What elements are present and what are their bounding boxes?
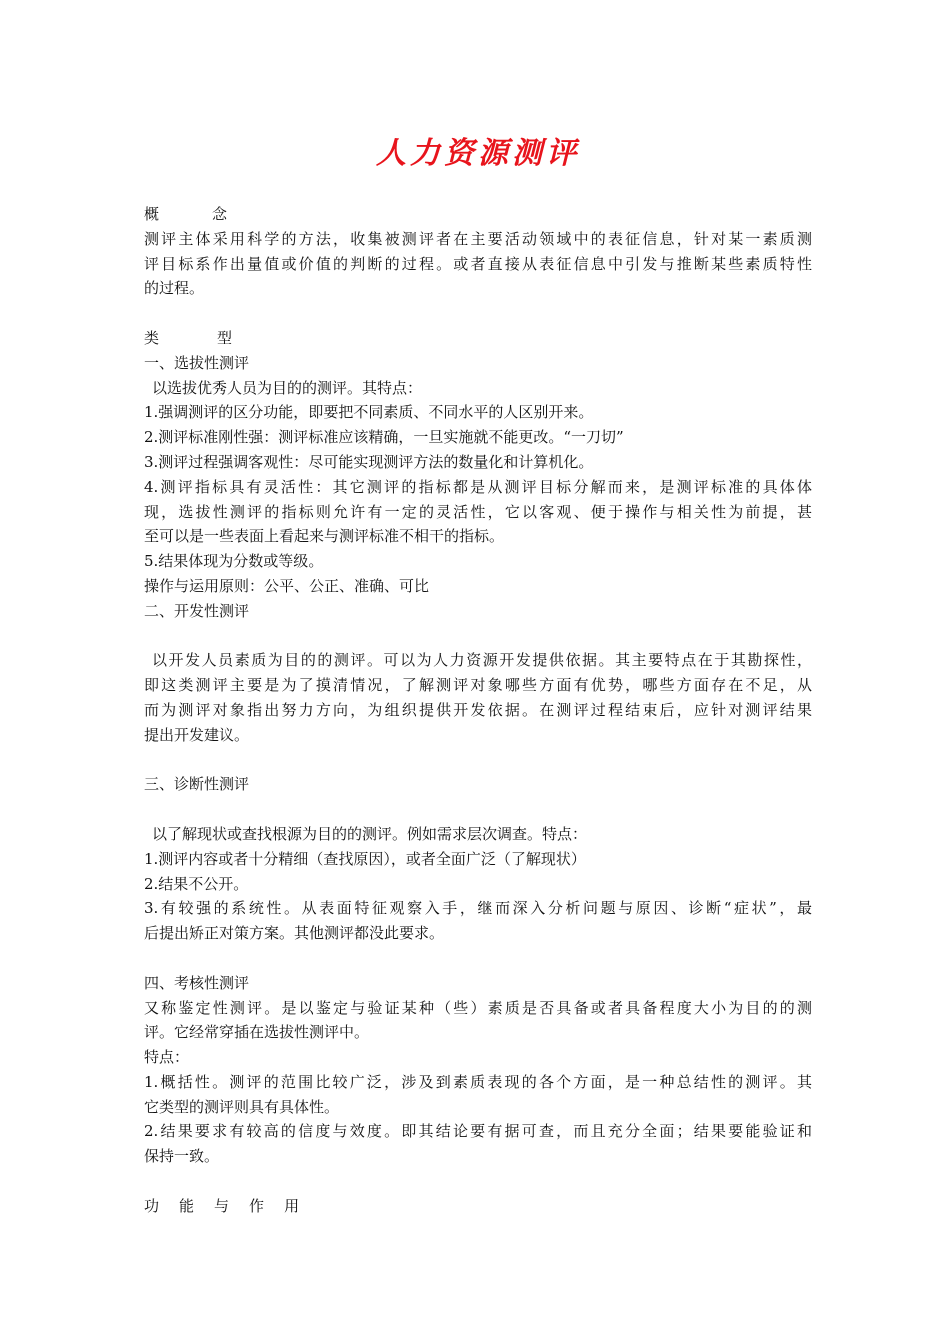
heading-char: 念: [212, 205, 228, 223]
document-title: 人力资源测评: [376, 136, 580, 171]
paragraph-line: 的过程。: [144, 279, 205, 298]
list-item-continued: 后提出矫正对策方案。其他测评都没此要求。: [144, 924, 445, 943]
paragraph-line: 以选拔优秀人员为目的的测评。其特点：: [152, 378, 423, 397]
list-item: 1.测评内容或者十分精细（查找原因），或者全面广泛（了解现状）: [144, 849, 586, 868]
section-heading-types: [144, 326, 812, 351]
heading-char: 型: [217, 328, 233, 347]
heading-char: 功: [144, 1196, 160, 1215]
paragraph-line: 提出开发建议。: [144, 725, 250, 744]
list-item-continued: 现，选拔性测评的指标则允许有一定的灵活性，它以客观、便于操作与相关性为前提，甚: [144, 502, 812, 521]
section-heading-functions: [144, 1194, 812, 1219]
document-body: [144, 202, 812, 1219]
paragraph-line: 测评主体采用科学的方法，收集被测评者在主要活动领域中的表征信息，针对某一素质测: [144, 229, 812, 248]
list-item: 3.测评过程强调客观性：尽可能实现测评方法的数量化和计算机化。: [144, 452, 594, 471]
list-item: 4.测评指标具有灵活性：其它测评的指标都是从测评目标分解而来，是测评标准的具体体: [144, 477, 812, 496]
paragraph-line: 以开发人员素质为目的的测评。可以为人力资源开发提供依据。其主要特点在于其勘探性，: [152, 651, 812, 670]
heading-char: 用: [284, 1196, 300, 1215]
list-item: 2.测评标准刚性强：测评标准应该精确，一旦实施就不能更改。“一刀切”: [144, 428, 624, 447]
paragraph-line: 评目标系作出量值或价值的判断的过程。或者直接从表征信息中引发与推断某些素质特性: [144, 254, 812, 273]
paragraph-line: 操作与运用原则：公平、公正、准确、可比: [144, 576, 430, 595]
list-item: 5.结果体现为分数或等级。: [144, 552, 324, 571]
paragraph-line: 即这类测评主要是为了摸清情况，了解测评对象哪些方面有优势，哪些方面存在不足，从: [144, 676, 812, 695]
subsection-heading-assessment: 四、考核性测评: [144, 973, 250, 992]
list-item-continued: 至可以是一些表面上看起来与测评标准不相干的指标。: [144, 527, 505, 546]
paragraph-line: 以了解现状或查找根源为目的的测评。例如需求层次调查。特点：: [152, 824, 588, 843]
list-item-continued: 它类型的测评则具有具体性。: [144, 1097, 340, 1116]
list-item: 1.强调测评的区分功能，即要把不同素质、不同水平的人区别开来。: [144, 403, 594, 422]
heading-char: 作: [249, 1196, 265, 1215]
paragraph-line: 特点：: [144, 1048, 190, 1067]
heading-char: 与: [214, 1196, 230, 1215]
section-heading-concept: [144, 202, 812, 227]
subsection-heading-developmental: 二、开发性测评: [144, 601, 250, 620]
list-item: 2.结果不公开。: [144, 874, 249, 893]
list-item: 2.结果要求有较高的信度与效度。即其结论要有据可查，而且充分全面；结果要能验证和: [144, 1122, 812, 1141]
list-item: 3.有较强的系统性。从表面特征观察入手，继而深入分析问题与原因、诊断“症状”，最: [144, 899, 812, 918]
list-item: 1.概括性。测评的范围比较广泛，涉及到素质表现的各个方面，是一种总结性的测评。其: [144, 1072, 812, 1091]
subsection-heading-diagnostic: 三、诊断性测评: [144, 775, 250, 794]
paragraph-line: 而为测评对象指出努力方向，为组织提供开发依据。在测评过程结束后，应针对测评结果: [144, 700, 812, 719]
list-item-continued: 保持一致。: [144, 1147, 220, 1166]
paragraph-line: 又称鉴定性测评。是以鉴定与验证某种（些）素质是否具备或者具备程度大小为目的的测: [144, 998, 812, 1017]
heading-char: 概: [144, 205, 160, 223]
subsection-heading-selective: 一、选拔性测评: [144, 353, 250, 372]
paragraph-line: 评。它经常穿插在选拔性测评中。: [144, 1023, 370, 1042]
heading-char: 类: [144, 328, 160, 347]
heading-char: 能: [179, 1196, 195, 1215]
